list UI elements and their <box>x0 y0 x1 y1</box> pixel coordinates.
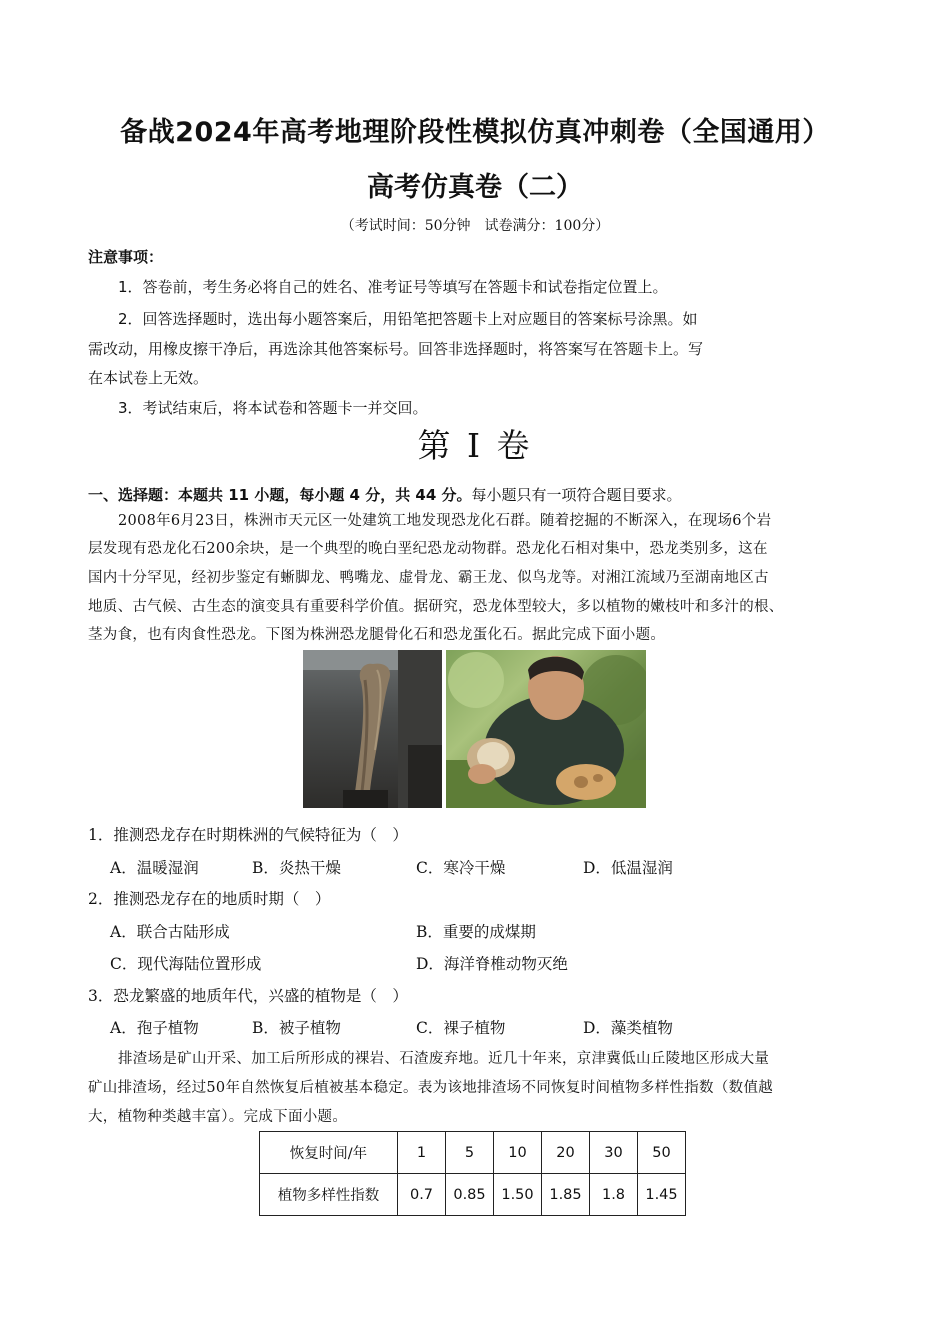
notice-line: 3．考试结束后，将本试卷和答题卡一并交回。 <box>118 399 428 417</box>
section-heading-bold: 一、选择题：本题共 11 小题，每小题 4 分，共 44 分。 <box>88 486 472 504</box>
passage-line: 矿山排渣场，经过50年自然恢复后植被基本稳定。表为该地排渣场不同恢复时间植物多样性指数（数值越 <box>88 1080 774 1096</box>
table-cell: 30 <box>590 1132 638 1174</box>
table-header-cell: 恢复时间/年 <box>260 1132 398 1174</box>
passage-line: 排渣场是矿山开采、加工后所形成的裸岩、石渣废弃地。近几十年来，京津冀低山丘陵地区形成大量 <box>118 1051 770 1067</box>
notice-line: 1．答卷前，考生务必将自己的姓名、准考证号等填写在答题卡和试卷指定位置上。 <box>118 278 668 296</box>
question-stem: 1．推测恐龙存在时期株洲的气候特征为（ ） <box>88 826 408 844</box>
section-heading <box>88 484 682 505</box>
question-option: B．重要的成煤期 <box>416 923 536 941</box>
section-heading-rest: 每小题只有一项符合题目要求。 <box>471 486 682 504</box>
passage-line: 2008年6月23日，株洲市天元区一处建筑工地发现恐龙化石群。随着挖掘的不断深入，在现场6个岩 <box>118 513 772 529</box>
table-cell: 10 <box>494 1132 542 1174</box>
question-option: C．现代海陆位置形成 <box>110 955 262 973</box>
notice-heading: 注意事项： <box>88 248 164 266</box>
passage-line: 大，植物种类越丰富）。完成下面小题。 <box>88 1109 348 1125</box>
table-row <box>260 1132 686 1174</box>
question-option: A．温暖湿润 <box>110 859 199 877</box>
dinosaur-egg-illustration <box>446 650 646 808</box>
question-option: C．裸子植物 <box>416 1019 506 1037</box>
question-option: C．寒冷干燥 <box>416 859 506 877</box>
question-option: A．孢子植物 <box>110 1019 199 1037</box>
diversity-table <box>259 1131 686 1216</box>
exam-meta: （考试时间：50分钟 试卷满分：100分） <box>340 218 610 234</box>
table-cell: 5 <box>446 1132 494 1174</box>
table-row <box>260 1174 686 1216</box>
table-header-cell: 植物多样性指数 <box>260 1174 398 1216</box>
page-title: 备战2024年高考地理阶段性模拟仿真冲刺卷（全国通用） <box>120 117 830 148</box>
leg-bone-fossil-illustration <box>303 650 442 808</box>
page-subtitle: 高考仿真卷（二） <box>367 172 583 203</box>
passage-line: 茎为食，也有肉食性恐龙。下图为株洲恐龙腿骨化石和恐龙蛋化石。据此完成下面小题。 <box>88 627 666 643</box>
notice-line: 2．回答选择题时，选出每小题答案后，用铅笔把答题卡上对应题目的答案标号涂黑。如 <box>118 310 698 328</box>
question-option: B．被子植物 <box>252 1019 341 1037</box>
question-option: D．藻类植物 <box>583 1019 673 1037</box>
question-stem: 3．恐龙繁盛的地质年代，兴盛的植物是（ ） <box>88 987 408 1005</box>
table-cell: 1.85 <box>542 1174 590 1216</box>
question-stem: 2．推测恐龙存在的地质时期（ ） <box>88 890 331 908</box>
notice-line: 需改动，用橡皮擦干净后，再选涂其他答案标号。回答非选择题时，将答案写在答题卡上。写 <box>88 340 704 358</box>
question-option: D．低温湿润 <box>583 859 673 877</box>
table-cell: 50 <box>638 1132 686 1174</box>
table-cell: 1.45 <box>638 1174 686 1216</box>
passage-line: 地质、古气候、古生态的演变具有重要科学价值。据研究，恐龙体型较大，多以植物的嫩枝叶和多汁的根、 <box>88 599 784 615</box>
question-option: A．联合古陆形成 <box>110 923 230 941</box>
table-cell: 1.50 <box>494 1174 542 1216</box>
table-cell: 0.7 <box>398 1174 446 1216</box>
table-cell: 1 <box>398 1132 446 1174</box>
dinosaur-egg-fossil-photo <box>446 650 646 808</box>
table-cell: 20 <box>542 1132 590 1174</box>
table-cell: 0.85 <box>446 1174 494 1216</box>
volume-heading: 第 I 卷 <box>417 426 533 465</box>
table-cell: 1.8 <box>590 1174 638 1216</box>
question-option: D．海洋脊椎动物灭绝 <box>416 955 568 973</box>
leg-bone-fossil-photo <box>303 650 442 808</box>
passage-line: 层发现有恐龙化石200余块，是一个典型的晚白垩纪恐龙动物群。恐龙化石相对集中，恐龙类别多，这在 <box>88 541 768 557</box>
notice-line: 在本试卷上无效。 <box>88 369 209 387</box>
question-option: B．炎热干燥 <box>252 859 341 877</box>
passage-line: 国内十分罕见，经初步鉴定有蜥脚龙、鸭嘴龙、虚骨龙、霸王龙、似鸟龙等。对湘江流域乃至湖南地区古 <box>88 570 769 586</box>
